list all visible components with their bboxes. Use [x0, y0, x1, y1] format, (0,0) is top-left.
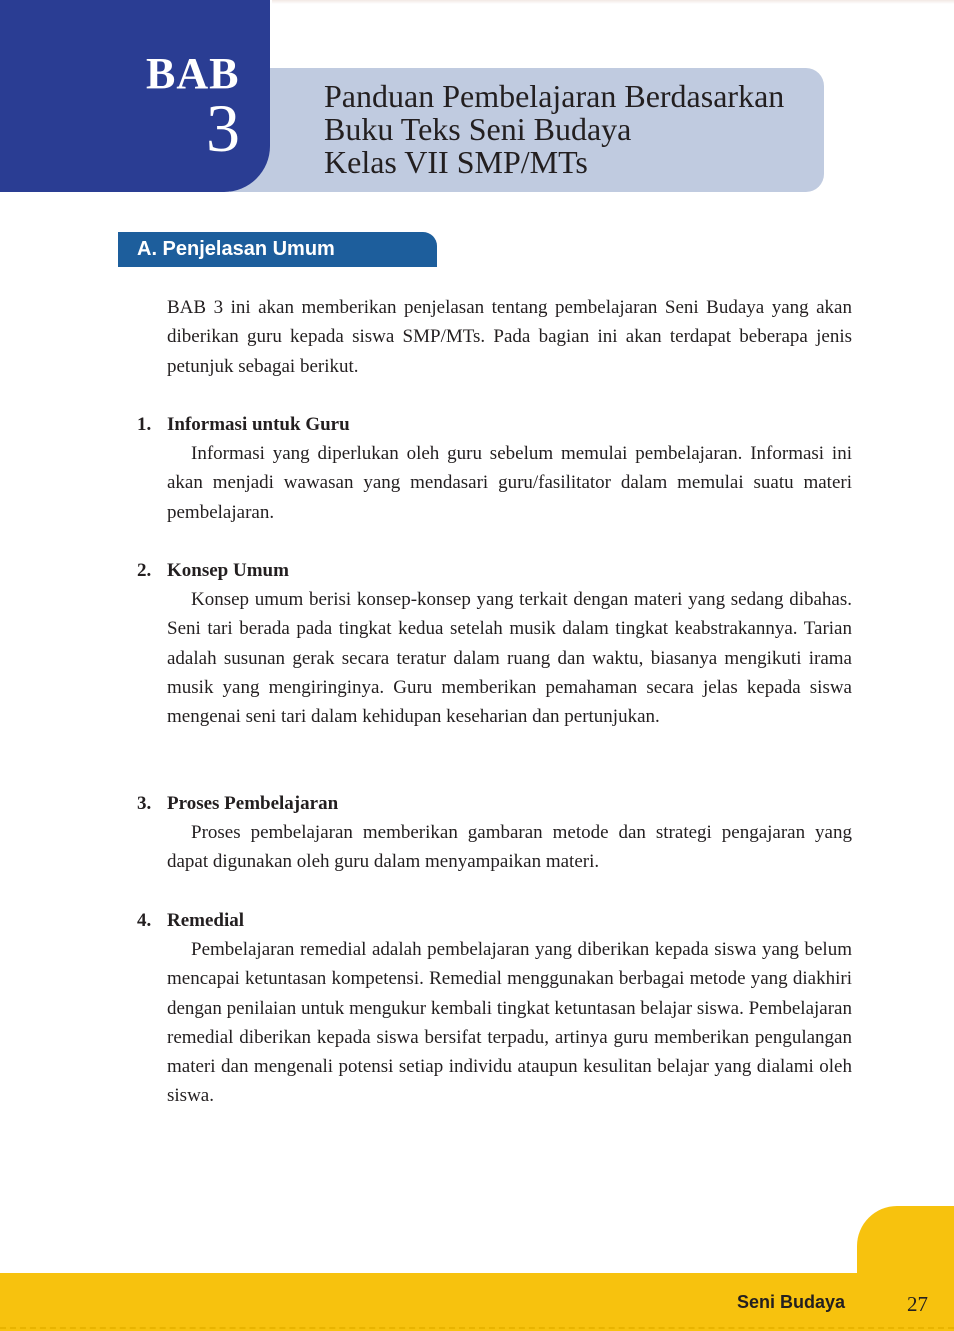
chapter-word: BAB: [146, 49, 240, 98]
footer-book-title: Seni Budaya: [737, 1292, 846, 1312]
item-number: 2.: [137, 560, 152, 581]
chapter-number: 3: [206, 90, 240, 166]
chapter-title-line: Kelas VII SMP/MTs: [324, 144, 588, 180]
item-heading: Konsep Umum: [167, 560, 289, 581]
item-heading: Remedial: [167, 910, 245, 931]
top-border: [272, 0, 954, 4]
item-body: Pembelajaran remedial adalah pembelajaran yang diberikan kepada siswa yang belum mencapai ketuntasan kompetensi. Remedial menggunakan berbagai metode yang diakhiri dengan penilaian untuk mengukur kembali tingkat ketuntasan belajar siswa. Pembelajaran remedial diberikan kepada siswa bersifat terpadu, artinya guru memberikan pengulangan materi dan mengenali potensi setiap individu ataupun kesulitan belajar yang dialami oleh siswa.: [167, 939, 852, 1107]
item-number: 3.: [137, 793, 152, 814]
item-heading: Informasi untuk Guru: [167, 414, 350, 435]
item-body: Proses pembelajaran memberikan gambaran metode dan strategi pengajaran yang dapat digunakan oleh guru dalam menyampaikan materi.: [167, 822, 852, 873]
section-heading: A. Penjelasan Umum: [137, 238, 335, 260]
item-number: 1.: [137, 414, 152, 435]
item-body: Konsep umum berisi konsep-konsep yang terkait dengan materi yang sedang dibahas. Seni tari berada pada tingkat kedua setelah musik dalam tingkat keabstrakannya. Tarian adalah susunan gerak secara teratur dalam ruang dan waktu, biasanya mengikuti irama musik yang mengiringinya. Guru memberikan pemahaman secara jelas kepada siswa mengenai seni tari dalam kehidupan keseharian dan pertunjukan.: [167, 589, 852, 728]
chapter-badge: [0, 0, 270, 192]
chapter-title-line: Panduan Pembelajaran Berdasarkan: [324, 78, 785, 114]
item-number: 4.: [137, 910, 152, 931]
intro-paragraph: BAB 3 ini akan memberikan penjelasan tentang pembelajaran Seni Budaya yang akan diberikan guru kepada siswa SMP/MTs. Pada bagian ini akan terdapat beberapa jenis petunjuk sebagai berikut.: [167, 297, 852, 377]
footer-rule: [0, 1327, 954, 1331]
chapter-title: [324, 80, 824, 179]
item-body: Informasi yang diperlukan oleh guru sebelum memulai pembelajaran. Informasi ini akan menjadi wawasan yang mendasari guru/fasilitator dalam memulai suatu materi pembelajaran.: [167, 443, 852, 523]
item-heading: Proses Pembelajaran: [167, 793, 339, 814]
page-number: 27: [907, 1292, 928, 1316]
chapter-title-line: Buku Teks Seni Budaya: [324, 111, 632, 147]
